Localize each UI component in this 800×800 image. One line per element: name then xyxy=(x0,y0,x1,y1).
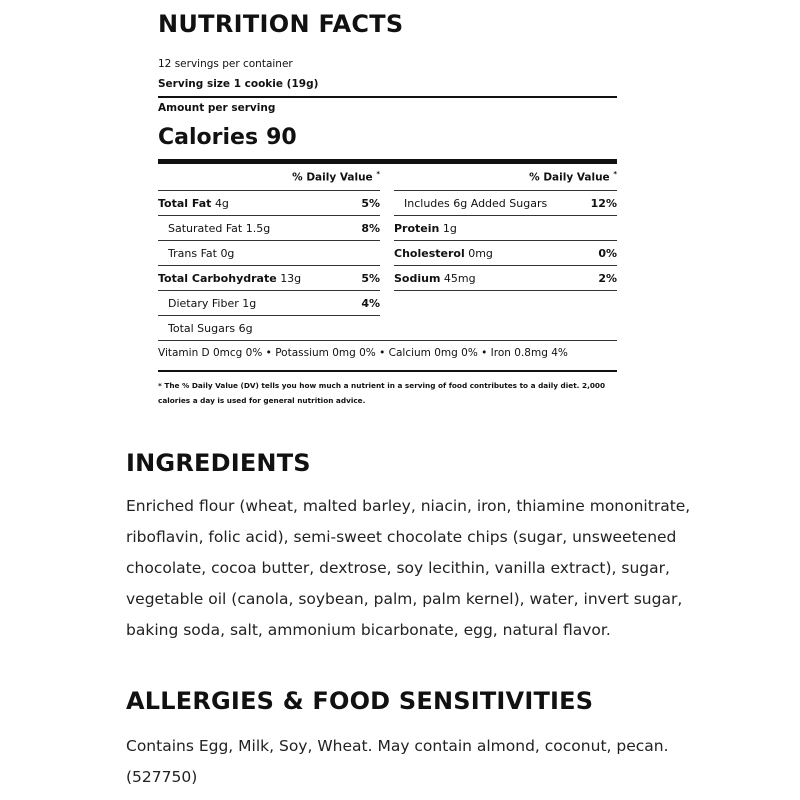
servings-per-container: 12 servings per container xyxy=(158,58,293,70)
nutrition-facts-title: NUTRITION FACTS xyxy=(158,10,404,38)
nutrient-amount: 1g xyxy=(442,222,457,235)
calories-label: Calories xyxy=(158,125,259,150)
nutrient-amount: 0g xyxy=(220,247,235,260)
nutrient-row xyxy=(158,265,380,291)
nutrient-amount: 45mg xyxy=(443,272,476,285)
daily-value-footnote: * The % Daily Value (DV) tells you how much a nutrient in a serving of food contributes to a daily diet. 2,000 calories a day is used for general nutrition advice. xyxy=(158,381,606,405)
nutrient-percent: 8% xyxy=(361,222,380,235)
nutrient-row xyxy=(158,290,380,316)
nutrient-row xyxy=(394,190,617,216)
nutrient-row xyxy=(158,315,380,341)
nutrient-name: Total Fat xyxy=(158,197,212,210)
nutrient-name: Total Carbohydrate xyxy=(158,272,277,285)
divider xyxy=(158,340,617,341)
serving-size: Serving size 1 cookie (19g) xyxy=(158,78,319,90)
calories xyxy=(158,125,297,150)
nutrient-amount: 6g xyxy=(238,322,253,335)
nutrient-row xyxy=(158,215,380,241)
thick-divider xyxy=(158,159,617,164)
row-divider xyxy=(394,290,617,291)
nutrient-row xyxy=(394,240,617,266)
nutrient-amount: 4g xyxy=(214,197,229,210)
allergies-title: ALLERGIES & FOOD SENSITIVITIES xyxy=(126,687,594,715)
nutrient-name: Dietary Fiber xyxy=(168,297,239,310)
nutrient-amount: 1g xyxy=(242,297,257,310)
nutrient-name: Protein xyxy=(394,222,440,235)
nutrient-percent: 2% xyxy=(598,272,617,285)
nutrient-row xyxy=(394,265,617,291)
nutrient-percent: 4% xyxy=(361,297,380,310)
nutrient-row xyxy=(158,190,380,216)
nutrient-amount: 1.5g xyxy=(245,222,271,235)
nutrient-percent: 5% xyxy=(361,272,380,285)
nutrient-name: Trans Fat xyxy=(168,247,217,260)
nutrient-row xyxy=(158,240,380,266)
nutrient-amount: 0mg xyxy=(468,247,493,260)
daily-value-header: % Daily Value * xyxy=(529,170,617,184)
nutrient-name: Total Sugars xyxy=(168,322,236,335)
divider xyxy=(158,370,617,372)
amount-per-serving: Amount per serving xyxy=(158,102,276,114)
ingredients-text: Enriched flour (wheat, malted barley, niacin, iron, thiamine mononitrate, riboflavin, folic acid), semi-sweet chocolate chips (sugar, unsweetened chocolate, cocoa butter, dextrose, soy lecithin, vanilla extract), sugar, vegetable oil (canola, soybean, palm, palm kernel), water, invert sugar, baking soda, salt, ammonium bicarbonate, egg, natural flavor. xyxy=(126,497,691,639)
nutrient-percent: 12% xyxy=(590,197,617,210)
daily-value-header: % Daily Value * xyxy=(292,170,380,184)
ingredients-title: INGREDIENTS xyxy=(126,449,311,477)
calories-value: 90 xyxy=(266,125,297,150)
nutrient-percent: 0% xyxy=(598,247,617,260)
vitamins-minerals: Vitamin D 0mcg 0% • Potassium 0mg 0% • Calcium 0mg 0% • Iron 0.8mg 4% xyxy=(158,347,568,359)
nutrient-row xyxy=(394,215,617,241)
divider xyxy=(158,96,617,98)
nutrient-amount: 13g xyxy=(280,272,302,285)
nutrient-name: Cholesterol xyxy=(394,247,465,260)
allergies-text: Contains Egg, Milk, Soy, Wheat. May contain almond, coconut, pecan. (527750) xyxy=(126,737,669,786)
nutrient-name: Includes 6g Added Sugars xyxy=(404,197,548,210)
nutrient-percent: 5% xyxy=(361,197,380,210)
nutrient-name: Sodium xyxy=(394,272,441,285)
nutrient-name: Saturated Fat xyxy=(168,222,243,235)
